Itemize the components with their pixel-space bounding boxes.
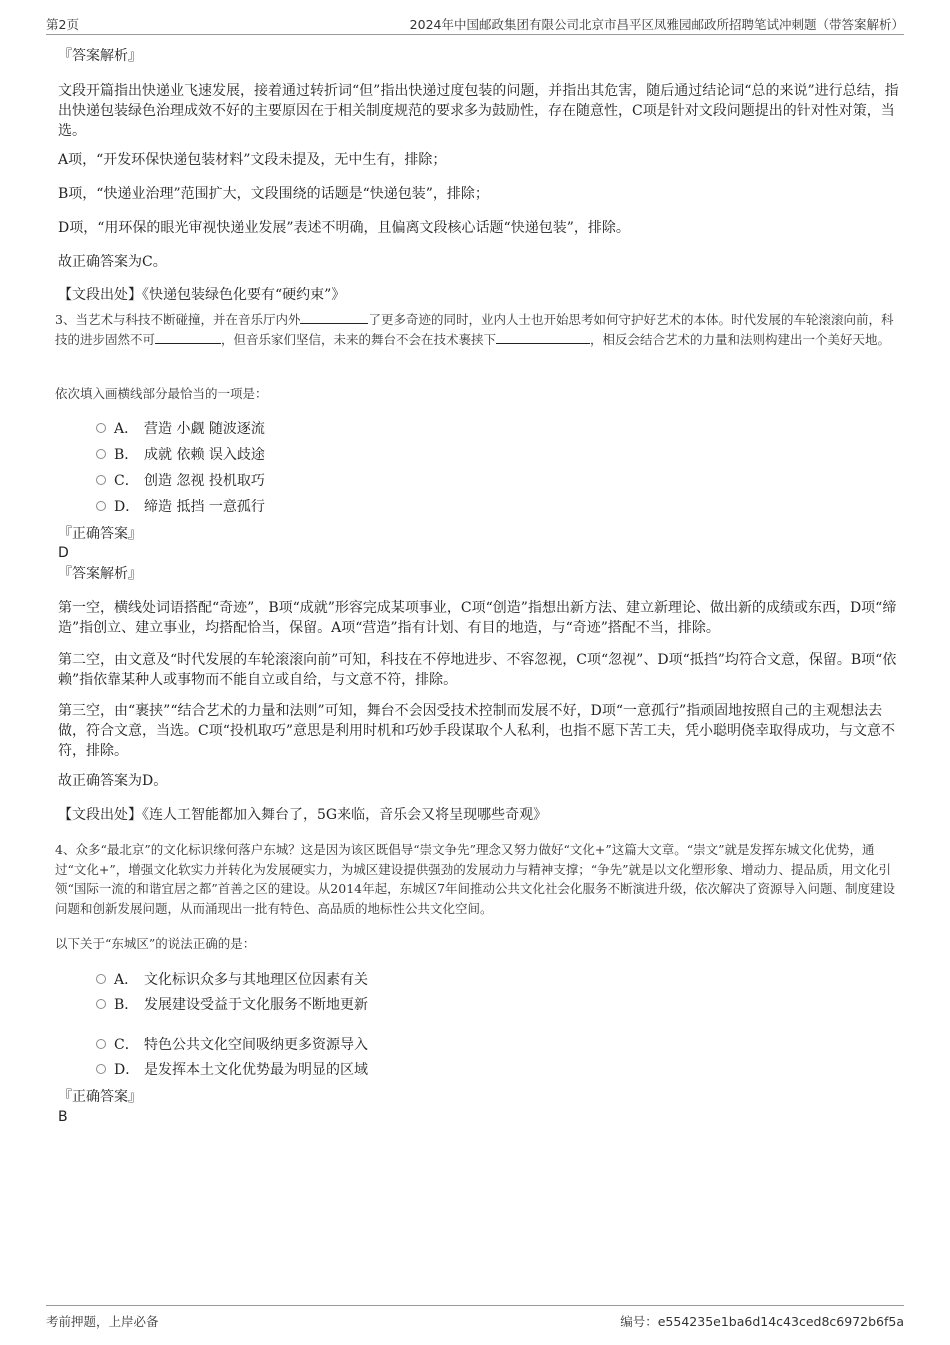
q4-stem: 4、众多“最北京”的文化标识缘何落户东城？这是因为该区既倡导“崇文争先”理念又努力做好“文化+”这篇大文章。“崇文”就是发挥东城文化优势，通过“文化+”，增强文化软实力并转化为发展硬实力，为城区建设提供强劲的发展动力与精神支撑；“争先”就是以文化塑形象、增动力、提品质，用文化引领“国际一流的和谐宜居之都”首善之区的建设。从2014年起，东城区7年间推动公共文化社会化服务不断演进升级，依次解决了资源导入问题、制度建设问题和创新发展问题，从而涌现出一批有特色、高品质的地标性公共文化空间。 (55, 842, 896, 916)
q3-stem-part4: ，相反会结合艺术的力量和法则构建出一个美好天地。 (590, 331, 891, 347)
q3-stem-part1: 3、当艺术与科技不断碰撞，并在音乐厅内外 (55, 312, 301, 327)
q2-analysis-intro: 文段开篇指出快递业飞速发展，接着通过转折词“但”指出快递过度包装的问题，并指出其危害，随后通过结论词“总的来说”进行总结，指出快递包装绿色治理成效不好的主要原因在于相关制度规范的要求多为鼓励性，存在随意性，C项是针对文段问题提出的针对性对策，当选。 (58, 83, 899, 139)
q4-answer-label: 『正确答案』 (58, 1089, 142, 1105)
q3-analysis-3: 第三空，由“裹挟”“结合艺术的力量和法则”可知，舞台不会因受技术控制而发展不好，D项“一意孤行”指顽固地按照自己的主观想法去做，符合文意，当选。C项“投机取巧”意思是利用时机和巧妙手段谋取个人私利，也指不愿下苦工夫，凭小聪明侥幸取得成功，与文意不符，排除。 (58, 703, 896, 759)
q3-conclusion: 故正确答案为D。 (58, 773, 168, 789)
q4-option-a[interactable]: A． 文化标识众多与其地理区位因素有关 (96, 970, 368, 990)
page-footer (46, 1305, 904, 1328)
radio-icon[interactable] (96, 1064, 106, 1074)
document-title: 2024年中国邮政集团有限公司北京市昌平区凤雅园邮政所招聘笔试冲刺题（带答案解析） (409, 17, 904, 32)
q4-option-b[interactable]: B． 发展建设受益于文化服务不断地更新 (96, 995, 368, 1015)
q3-option-c[interactable]: C． 创造 忽视 投机取巧 (96, 471, 265, 491)
q2-analysis-b: B项，“快递业治理”范围扩大，文段围绕的话题是“快递包装”，排除； (58, 186, 489, 202)
q3-source: 【文段出处】《连人工智能都加入舞台了，5G来临，音乐会又将呈现哪些奇观》 (58, 807, 548, 823)
q2-source: 【文段出处】《快递包装绿色化要有“硬约束”》 (58, 287, 346, 303)
q3-stem-part3: ，但音乐家们坚信，未来的舞台不会在技术裹挟下 (221, 331, 497, 347)
q3-answer-label: 『正确答案』 (58, 526, 142, 542)
q3-blank-1 (300, 311, 368, 324)
q3-prompt: 依次填入画横线部分最恰当的一项是： (55, 386, 268, 401)
q4-option-d[interactable]: D． 是发挥本土文化优势最为明显的区域 (96, 1060, 368, 1080)
q3-option-a[interactable]: A． 营造 小觑 随波逐流 (96, 419, 265, 439)
footer-slogan: 考前押题，上岸必备 (46, 1314, 159, 1329)
document-id: 编号：e554235e1ba6d14c43ced8c6972b6f5a (620, 1314, 904, 1329)
radio-icon[interactable] (96, 501, 106, 511)
q3-analysis-2: 第二空，由文意及“时代发展的车轮滚滚向前”可知，科技在不停地进步、不容忽视，C项“忽视”、D项“抵挡”均符合文意，保留。B项“依赖”指依靠某种人或事物而不能自立或自给，与文意不符，排除。 (58, 652, 897, 688)
q3-blank-2 (155, 331, 221, 344)
q3-stem (55, 310, 900, 349)
radio-icon[interactable] (96, 999, 106, 1009)
q3-blank-3 (496, 331, 590, 344)
q3-option-d[interactable]: D． 缔造 抵挡 一意孤行 (96, 497, 265, 517)
radio-icon[interactable] (96, 1039, 106, 1049)
radio-icon[interactable] (96, 974, 106, 984)
q3-analysis-label: 『答案解析』 (58, 566, 142, 582)
page-header (46, 14, 904, 35)
q3-answer: D (58, 545, 69, 561)
q2-analysis-a: A项，“开发环保快递包装材料”文段未提及，无中生有，排除； (58, 152, 447, 168)
q2-analysis-d: D项，“用环保的眼光审视快递业发展”表述不明确，且偏离文段核心话题“快递包装”，排除。 (58, 220, 630, 236)
radio-icon[interactable] (96, 475, 106, 485)
radio-icon[interactable] (96, 449, 106, 459)
q3-stem-part2: 了更多奇迹的同时，业内人士也开始思考如何守护好艺术的本体。时代发展的车轮滚滚向前，科技的进步固然不可 (55, 312, 894, 347)
q3-analysis-1: 第一空，横线处词语搭配“奇迹”，B项“成就”形容完成某项事业，C项“创造”指想出新方法、建立新理论、做出新的成绩或东西，D项“缔造”指创立、建立事业，均搭配恰当，保留。A项“营造”指有计划、有目的地造，与“奇迹”搭配不当，排除。 (58, 600, 897, 636)
q4-prompt: 以下关于“东城区”的说法正确的是： (55, 936, 256, 951)
q4-option-c[interactable]: C． 特色公共文化空间吸纳更多资源导入 (96, 1035, 368, 1055)
radio-icon[interactable] (96, 423, 106, 433)
q4-answer: B (58, 1109, 68, 1125)
q2-analysis-label: 『答案解析』 (58, 48, 142, 64)
q2-conclusion: 故正确答案为C。 (58, 254, 167, 270)
page-number: 第2页 (46, 17, 79, 32)
q3-option-b[interactable]: B． 成就 依赖 误入歧途 (96, 445, 265, 465)
